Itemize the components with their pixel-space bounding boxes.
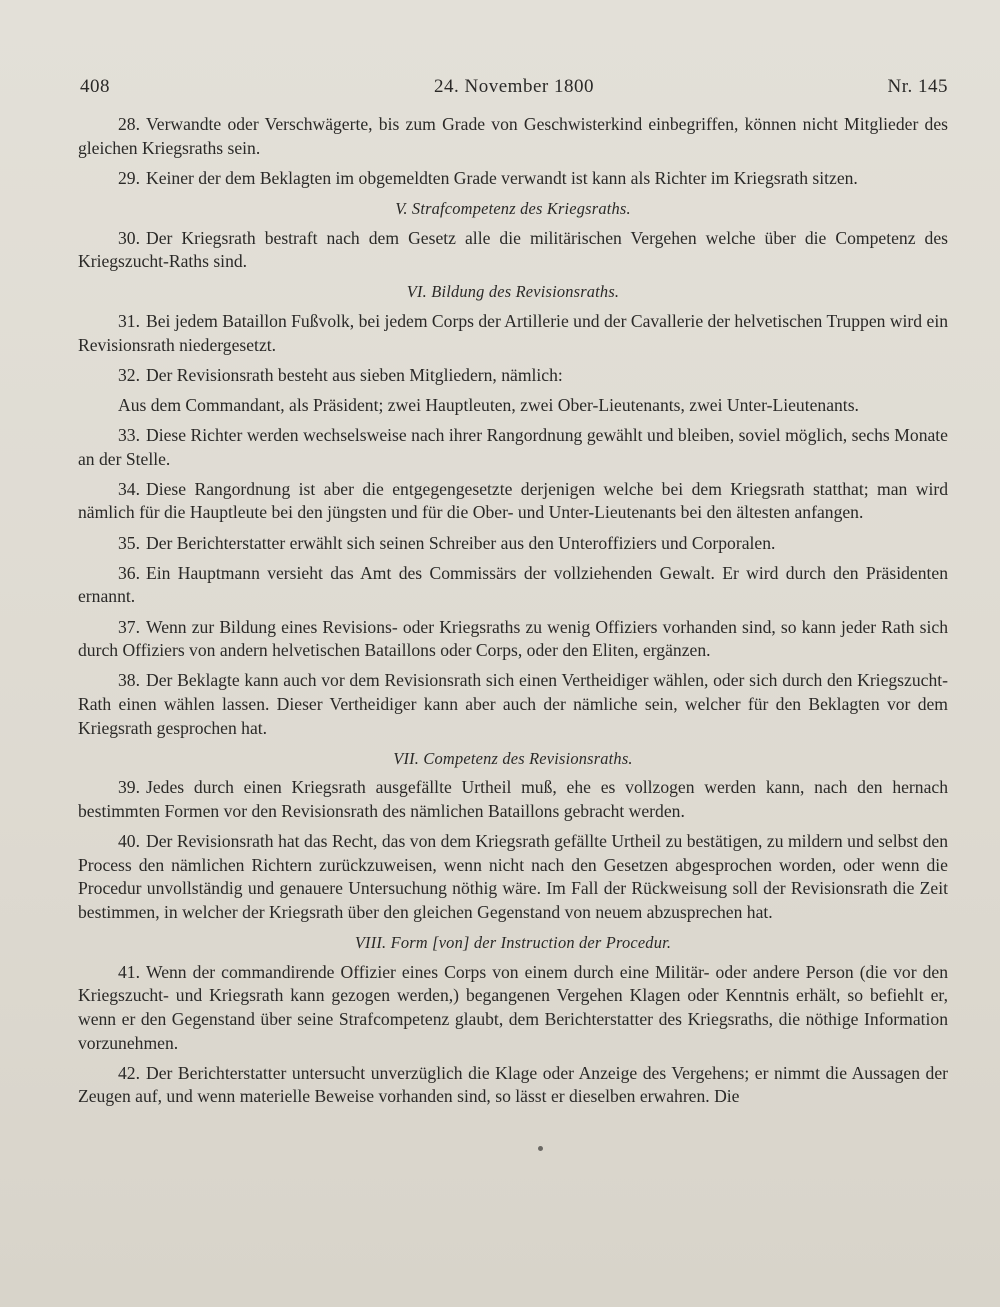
paragraph-text: Der Beklagte kann auch vor dem Revisionsrath sich einen Vertheidiger wählen, oder sich durch den Kriegszucht-Rath einen wählen lassen. Dieser Vertheidiger kann aber auch der nämliche sein, welcher für den Beklagten vor dem Kriegsrath gesprochen hat. bbox=[78, 670, 948, 738]
paragraph-34 bbox=[78, 478, 948, 525]
paragraph-38 bbox=[78, 669, 948, 740]
paragraph-text: Jedes durch einen Kriegsrath ausgefällte Urtheil muß, ehe es vollzogen werden kann, nach den hernach bestimmten Formen vor den Revisionsrath des nämlichen Bataillons gebracht werden. bbox=[78, 777, 948, 821]
paragraph-text: Bei jedem Bataillon Fußvolk, bei jedem Corps der Artillerie und der Cavallerie der helvetischen Truppen wird ein Revisionsrath niedergesetzt. bbox=[78, 310, 948, 355]
paragraph-text: Wenn zur Bildung eines Revisions- oder Kriegsraths zu wenig Offiziers vorhanden sind, so kann jeder Rath sich durch Offiziers von andern helvetischen Bataillons oder Corps, oder den Eliten, ergänzen. bbox=[78, 616, 948, 661]
paragraph-number: 32. bbox=[118, 364, 140, 385]
paragraph-31 bbox=[78, 310, 948, 357]
paragraph-text: Der Revisionsrath hat das Recht, das von dem Kriegsrath gefällte Urtheil zu bestätigen, zu mildern und selbst den Process den nämlichen Richtern zurückzuweisen, wenn nicht nach den Gesetzen abgesprochen worden, oder wenn die Procedur unvollständig und genauere Untersuchung nöthig wäre. Im Fall der Rückweisung soll der Revisionsrath die Zeit bestimmen, in welcher der Kriegsrath über den gleichen Gegenstand von neuem abzusprechen hat. bbox=[78, 831, 948, 922]
section-heading-viii: VIII. Form [von] der Instruction der Procedur. bbox=[354, 933, 672, 953]
paragraph-30 bbox=[78, 227, 948, 274]
paragraph-39 bbox=[78, 776, 948, 823]
paragraph-37 bbox=[78, 616, 948, 663]
paragraph-42 bbox=[78, 1062, 948, 1109]
paragraph-number: 37. bbox=[118, 616, 140, 637]
paragraph-40 bbox=[78, 830, 948, 924]
paragraph-number: 39. bbox=[118, 777, 140, 798]
paragraph-number: 36. bbox=[118, 562, 140, 583]
document-number: Nr. 145 bbox=[887, 76, 948, 97]
paragraph-number: 34. bbox=[118, 478, 140, 499]
paragraph-28 bbox=[78, 113, 948, 160]
paragraph-text: Aus dem Commandant, als Präsident; zwei Hauptleuten, zwei Ober-Lieutenants, zwei Unter-Lieutenants. bbox=[118, 394, 859, 415]
paragraph-number: 38. bbox=[118, 670, 140, 691]
paragraph-number: 41. bbox=[118, 961, 140, 982]
paragraph-text: Diese Richter werden wechselsweise nach ihrer Rangordnung gewählt und bleiben, soviel möglich, sechs Monate an der Stelle. bbox=[78, 425, 948, 469]
paragraph-text: Ein Hauptmann versieht das Amt des Commissärs der vollziehenden Gewalt. Er wird durch den Präsidenten ernannt. bbox=[78, 562, 948, 607]
ink-speck bbox=[538, 1146, 543, 1151]
paragraph-text: Der Kriegsrath bestraft nach dem Gesetz alle die militärischen Vergehen welche über die Competenz des Kriegszucht-Raths sind. bbox=[78, 227, 948, 272]
page-number: 408 bbox=[80, 76, 110, 97]
paragraph-35 bbox=[78, 532, 948, 556]
paragraph-number: 40. bbox=[118, 831, 140, 852]
paragraph-32 bbox=[78, 364, 948, 388]
paragraph-text: Wenn der commandirende Offizier eines Corps von einem durch eine Militär- oder andere Person (die vor den Kriegszucht- und Kriegsrath kann gezogen werden,) begangenen Vergehen Klagen oder Kenntnis erhält, so befiehlt er, wenn er den Gegenstand über seine Strafcompetenz glaubt, dem Berichterstatter des Kriegsraths, die nöthige Information vorzunehmen. bbox=[78, 961, 948, 1053]
paragraph-number: 30. bbox=[118, 227, 140, 248]
paragraph-text: Diese Rangordnung ist aber die entgegengesetzte derjenigen welche bei dem Kriegsrath statthat; man wird nämlich für die Hauptleute bei den jüngsten und für die Ober- und Unter-Lieutenants bei den ältesten anfangen. bbox=[78, 478, 948, 523]
paragraph-32-continuation bbox=[78, 394, 948, 418]
paragraph-number: 35. bbox=[118, 532, 140, 553]
section-heading-v: V. Strafcompetenz des Kriegsraths. bbox=[395, 198, 631, 218]
header-date: 24. November 1800 bbox=[434, 76, 594, 97]
paragraph-number: 33. bbox=[118, 425, 140, 446]
paragraph-text: Keiner der dem Beklagten im obgemeldten Grade verwandt ist kann als Richter im Kriegsrath sitzen. bbox=[146, 167, 858, 188]
section-heading-vi: VI. Bildung des Revisionsraths. bbox=[406, 282, 620, 302]
paragraph-text: Der Berichterstatter untersucht unverzüglich die Klage oder Anzeige des Vergehens; er nimmt die Aussagen der Zeugen auf, und wenn materielle Beweise vorhanden sind, so lässt er dieselben erwahren. Die bbox=[78, 1062, 948, 1107]
paragraph-number: 31. bbox=[118, 310, 140, 331]
paragraph-text: Der Berichterstatter erwählt sich seinen Schreiber aus den Unteroffiziers und Corporalen. bbox=[146, 532, 776, 553]
paragraph-number: 29. bbox=[118, 167, 140, 188]
paragraph-29 bbox=[78, 167, 948, 191]
section-heading-vii: VII. Competenz des Revisionsraths. bbox=[393, 748, 633, 768]
paragraph-33 bbox=[78, 424, 948, 471]
paragraph-text: Verwandte oder Verschwägerte, bis zum Grade von Geschwisterkind einbegriffen, können nicht Mitglieder des gleichen Kriegsraths sein. bbox=[78, 114, 948, 158]
paragraph-text: Der Revisionsrath besteht aus sieben Mitgliedern, nämlich: bbox=[146, 364, 563, 385]
body-text bbox=[78, 113, 948, 1115]
paragraph-number: 28. bbox=[118, 114, 140, 134]
page-header bbox=[80, 76, 948, 100]
paragraph-41 bbox=[78, 961, 948, 1055]
paragraph-36 bbox=[78, 562, 948, 609]
paragraph-number: 42. bbox=[118, 1062, 140, 1083]
